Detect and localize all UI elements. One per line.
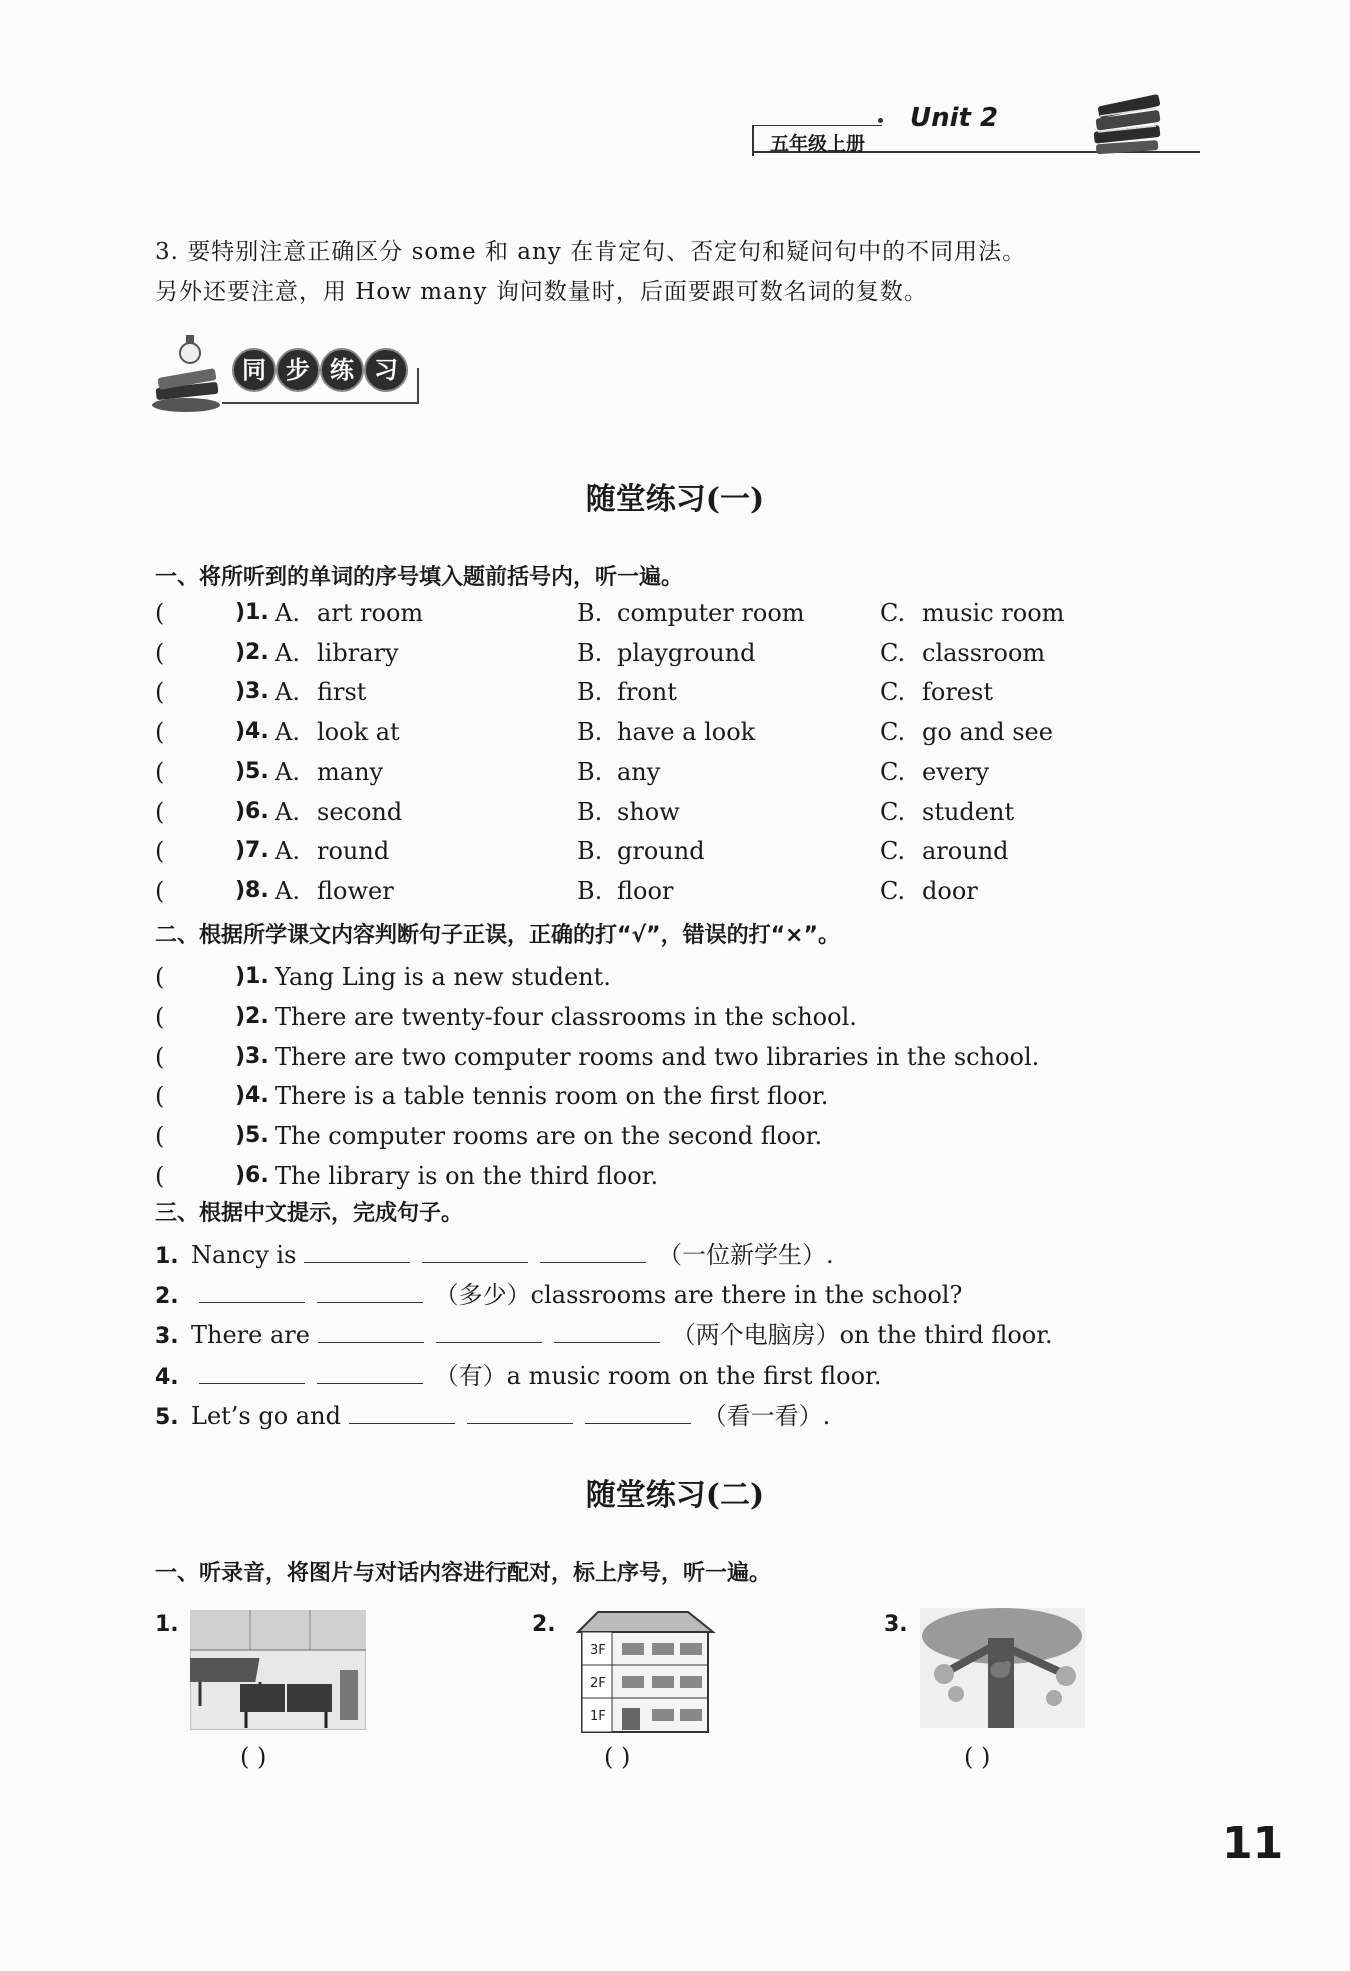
- option-c-label: C.: [880, 678, 906, 707]
- answer-blank[interactable]: [585, 1397, 691, 1424]
- floor-1f-label: 1F: [590, 1709, 606, 1724]
- statement-text: There are two computer rooms and two libraries in the school.: [275, 1042, 1040, 1071]
- option-a-text: round: [317, 837, 390, 866]
- statement-text: There are twenty-four classrooms in the school.: [275, 1002, 857, 1031]
- part1-heading: 一、将所听到的单词的序号填入题前括号内，听一遍。: [155, 565, 684, 590]
- option-b-text: computer room: [617, 599, 805, 627]
- answer-paren[interactable]: (: [155, 1122, 165, 1151]
- option-b-text: playground: [617, 638, 756, 667]
- badge-char-1: 同: [232, 348, 276, 392]
- option-c-text: around: [922, 837, 1009, 866]
- option-c-text: go and see: [922, 718, 1053, 747]
- answer-paren[interactable]: (: [155, 757, 165, 786]
- picture-1-number: 1.: [155, 1612, 179, 1637]
- option-a-label: A.: [275, 837, 300, 866]
- option-b-label: B.: [577, 757, 603, 786]
- option-a-label: A.: [275, 757, 300, 786]
- picture-3-number: 3.: [884, 1612, 908, 1637]
- option-a-text: second: [317, 797, 403, 826]
- picture-2-number: 2.: [532, 1612, 556, 1637]
- option-a-label: A.: [275, 876, 300, 905]
- answer-paren[interactable]: (: [155, 797, 165, 826]
- sentence-prefix: Let’s go and: [191, 1401, 341, 1430]
- option-b-text: have a look: [617, 718, 756, 747]
- question-number: )5.: [235, 1123, 269, 1149]
- floor-3f-label: 3F: [590, 1643, 606, 1658]
- option-a-label: A.: [275, 638, 300, 667]
- picture-3-answer[interactable]: ( ): [964, 1743, 991, 1771]
- answer-blank[interactable]: [318, 1316, 424, 1343]
- option-c-label: C.: [880, 876, 906, 905]
- question-number: 2.: [155, 1284, 179, 1310]
- question-number: 5.: [155, 1404, 179, 1430]
- section-title-1: 随堂练习(一): [585, 482, 765, 517]
- option-b-label: B.: [577, 638, 603, 667]
- option-c-label: C.: [880, 718, 906, 747]
- question-number: )2.: [235, 639, 269, 665]
- sentence-suffix: （两个电脑房）on the third floor.: [671, 1321, 1053, 1350]
- answer-blank[interactable]: [554, 1316, 660, 1343]
- answer-blank[interactable]: [540, 1236, 646, 1263]
- answer-paren[interactable]: (: [155, 837, 165, 866]
- option-a-text: art room: [317, 599, 424, 627]
- floor-2f-label: 2F: [590, 1676, 606, 1691]
- answer-paren[interactable]: (: [155, 1082, 165, 1111]
- option-c-label: C.: [880, 599, 906, 627]
- question-number: )5.: [235, 758, 269, 784]
- statement-text: The computer rooms are on the second floor.: [275, 1122, 823, 1151]
- option-b-label: B.: [577, 876, 603, 905]
- section-title-2: 随堂练习(二): [585, 1478, 765, 1513]
- option-a-text: look at: [317, 718, 400, 747]
- statement-text: The library is on the third floor.: [275, 1162, 659, 1190]
- answer-paren[interactable]: (: [155, 1042, 165, 1071]
- sentence-prefix: Nancy is: [191, 1241, 297, 1269]
- option-b-label: B.: [577, 718, 603, 747]
- question-number: )1.: [235, 964, 269, 989]
- answer-paren[interactable]: (: [155, 1162, 165, 1190]
- answer-paren[interactable]: (: [155, 599, 165, 627]
- question-number: )1.: [235, 600, 269, 625]
- s2-part1-heading: 一、听录音，将图片与对话内容进行配对，标上序号，听一遍。: [155, 1561, 772, 1586]
- badge-char-2: 步: [276, 348, 320, 392]
- option-c-text: forest: [922, 678, 993, 707]
- answer-blank[interactable]: [304, 1236, 410, 1263]
- page-number: 11: [1222, 1818, 1284, 1869]
- option-c-label: C.: [880, 757, 906, 786]
- question-number: 3.: [155, 1324, 179, 1350]
- sentence-suffix: （看一看）.: [702, 1401, 831, 1430]
- option-b-text: show: [617, 797, 680, 826]
- fill-in-item: [155, 1397, 830, 1435]
- table-tennis-room-image: [190, 1610, 366, 1734]
- sentence-prefix: There are: [191, 1321, 310, 1350]
- option-c-text: every: [922, 757, 989, 786]
- statement-text: There is a table tennis room on the first floor.: [275, 1082, 829, 1111]
- part2-heading: 二、根据所学课文内容判断句子正误，正确的打“√”，错误的打“×”。: [155, 923, 840, 948]
- answer-paren[interactable]: (: [155, 963, 165, 991]
- option-a-text: library: [317, 638, 399, 667]
- question-number: )4.: [235, 1083, 269, 1109]
- question-number: )3.: [235, 679, 269, 705]
- option-b-label: B.: [577, 837, 603, 866]
- option-a-text: many: [317, 757, 384, 786]
- tree-bird-image: [920, 1608, 1085, 1732]
- option-b-label: B.: [577, 797, 603, 826]
- option-c-label: C.: [880, 638, 906, 667]
- option-a-label: A.: [275, 678, 300, 707]
- header-dot: [878, 118, 883, 123]
- option-b-label: B.: [577, 678, 603, 707]
- sentence-suffix: （多少）classrooms are there in the school?: [434, 1281, 963, 1310]
- part3-heading: 三、根据中文提示，完成句子。: [155, 1201, 464, 1226]
- option-a-text: flower: [317, 876, 394, 905]
- question-number: )6.: [235, 798, 269, 824]
- header-unit: Unit 2: [910, 103, 999, 133]
- option-a-label: A.: [275, 599, 300, 627]
- fill-in-item: [155, 1276, 962, 1314]
- answer-blank[interactable]: [317, 1357, 423, 1384]
- option-a-text: first: [317, 678, 367, 707]
- question-number: )6.: [235, 1163, 269, 1188]
- header-grade: 五年级上册: [770, 133, 866, 155]
- answer-blank[interactable]: [436, 1316, 542, 1343]
- option-a-label: A.: [275, 718, 300, 747]
- tip-line-1: 3. 要特别注意正确区分 some 和 any 在肯定句、否定句和疑问句中的不同用法。: [155, 239, 1027, 265]
- answer-blank[interactable]: [199, 1357, 305, 1384]
- option-c-text: music room: [922, 599, 1065, 627]
- option-c-label: C.: [880, 837, 906, 866]
- answer-blank[interactable]: [199, 1276, 305, 1303]
- option-c-text: door: [922, 876, 978, 905]
- badge-char-3: 练: [320, 348, 364, 392]
- option-a-label: A.: [275, 797, 300, 826]
- picture-1-answer[interactable]: ( ): [240, 1743, 267, 1771]
- option-b-text: any: [617, 757, 661, 786]
- question-number: )4.: [235, 719, 269, 745]
- option-b-text: ground: [617, 837, 705, 866]
- question-number: 4.: [155, 1364, 179, 1390]
- picture-2-answer[interactable]: ( ): [604, 1743, 631, 1771]
- tip-line-2: 另外还要注意，用 How many 询问数量时，后面要跟可数名词的复数。: [155, 279, 928, 305]
- books-lamp-icon: [150, 335, 228, 419]
- answer-blank[interactable]: [317, 1276, 423, 1303]
- statement-text: Yang Ling is a new student.: [275, 963, 611, 991]
- question-number: 1.: [155, 1244, 179, 1269]
- sentence-suffix: （有）a music room on the first floor.: [434, 1361, 882, 1390]
- sentence-suffix: （一位新学生）.: [658, 1241, 834, 1269]
- question-number: )3.: [235, 1043, 269, 1069]
- question-number: )7.: [235, 838, 269, 864]
- answer-paren[interactable]: (: [155, 638, 165, 667]
- answer-paren[interactable]: (: [155, 876, 165, 905]
- answer-paren[interactable]: (: [155, 718, 165, 747]
- answer-paren[interactable]: (: [155, 1002, 165, 1031]
- option-c-text: classroom: [922, 638, 1046, 667]
- answer-blank[interactable]: [467, 1397, 573, 1424]
- option-b-text: front: [617, 678, 677, 707]
- option-c-text: student: [922, 797, 1015, 826]
- fill-in-item: [155, 1236, 834, 1274]
- option-c-label: C.: [880, 797, 906, 826]
- books-icon: [1090, 88, 1170, 164]
- option-b-text: floor: [617, 876, 674, 905]
- fill-in-item: [155, 1357, 882, 1395]
- fill-in-item: [155, 1316, 1053, 1354]
- badge-char-4: 习: [364, 348, 408, 392]
- question-number: )8.: [235, 877, 269, 903]
- question-number: )2.: [235, 1003, 269, 1029]
- answer-blank[interactable]: [349, 1397, 455, 1424]
- answer-paren[interactable]: (: [155, 678, 165, 707]
- option-b-label: B.: [577, 599, 603, 627]
- school-building-image: [568, 1610, 718, 1739]
- answer-blank[interactable]: [422, 1236, 528, 1263]
